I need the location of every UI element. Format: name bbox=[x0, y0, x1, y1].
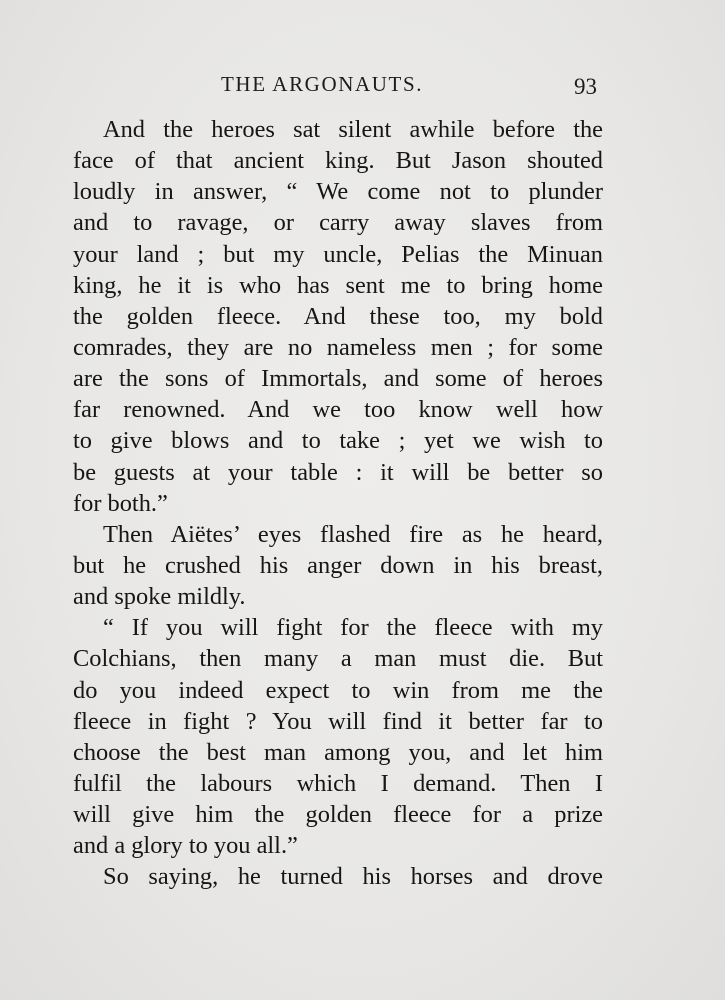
text-line: fulfil the labours which I demand. Then I bbox=[73, 769, 603, 797]
text-line: for both.” bbox=[73, 489, 168, 517]
text-line: Then Aiëtes’ eyes flashed fire as he heard, bbox=[103, 520, 603, 548]
text-line: So saying, he turned his horses and drove bbox=[103, 863, 603, 891]
text-line: And the heroes sat silent awhile before the bbox=[103, 116, 603, 143]
text-line: do you indeed expect to win from me the bbox=[73, 676, 603, 704]
text-line: to give blows and to take ; yet we wish to bbox=[73, 427, 603, 455]
text-line: your land ; but my uncle, Pelias the Minuan bbox=[73, 240, 603, 268]
text-line: loudly in answer, “ We come not to plunder bbox=[73, 178, 603, 206]
text-line: far renowned. And we too know well how bbox=[73, 396, 603, 424]
page-number: 93 bbox=[574, 74, 597, 99]
text-line: and to ravage, or carry away slaves from bbox=[73, 209, 603, 237]
text-line: be guests at your table : it will be better so bbox=[73, 458, 603, 486]
text-line: and spoke mildly. bbox=[73, 583, 246, 611]
body-text bbox=[73, 114, 603, 893]
text-line: the golden fleece. And these too, my bold bbox=[73, 302, 603, 330]
text-line: but he crushed his anger down in his breast, bbox=[73, 551, 603, 579]
text-line: will give him the golden fleece for a prize bbox=[73, 801, 603, 829]
text-line: “ If you will fight for the fleece with my bbox=[103, 614, 603, 642]
running-title: THE ARGONAUTS. bbox=[221, 72, 424, 96]
text-line: Colchians, then many a man must die. But bbox=[73, 645, 603, 673]
text-line: king, he it is who has sent me to bring home bbox=[73, 271, 603, 299]
text-line: are the sons of Immortals, and some of heroes bbox=[73, 365, 603, 393]
text-line: fleece in fight ? You will find it better far to bbox=[73, 707, 603, 735]
text-line: and a glory to you all.” bbox=[73, 832, 298, 860]
text-line: comrades, they are no nameless men ; for some bbox=[73, 333, 603, 361]
text-line: choose the best man among you, and let him bbox=[73, 738, 603, 766]
running-head bbox=[0, 72, 725, 102]
text-line: face of that ancient king. But Jason shouted bbox=[73, 147, 603, 175]
